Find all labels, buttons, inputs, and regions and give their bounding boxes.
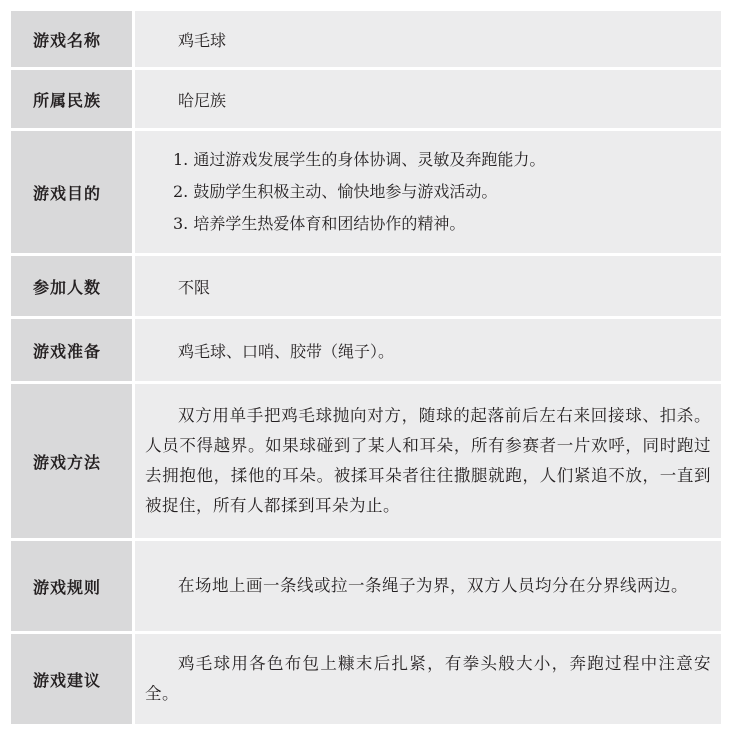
row-value-participants: 不限 — [135, 256, 721, 316]
row-value-suggestions: 鸡毛球用各色布包上糠末后扎紧，有拳头般大小，奔跑过程中注意安全。 — [135, 634, 721, 724]
row-value-rules: 在场地上画一条线或拉一条绳子为界，双方人员均分在分界线两边。 — [135, 541, 721, 631]
purpose-item: 3. 培养学生热爱体育和团结协作的精神。 — [173, 214, 466, 233]
row-value-game-name: 鸡毛球 — [135, 11, 721, 67]
row-label-participants: 参加人数 — [11, 256, 132, 316]
row-value-method: 双方用单手把鸡毛球抛向对方，随球的起落前后左右来回接球、扣杀。人员不得越界。如果球碰到了某人和耳朵，所有参赛者一片欢呼，同时跑过去拥抱他，揉他的耳朵。被揉耳朵者往往撒腿就跑，人们紧追不放，一直到被捉住，所有人都揉到耳朵为止。 — [135, 384, 721, 538]
row-value-preparation: 鸡毛球、口哨、胶带（绳子）。 — [135, 319, 721, 381]
game-info-table — [11, 11, 721, 724]
row-label-suggestions: 游戏建议 — [11, 634, 132, 724]
row-label-preparation: 游戏准备 — [11, 319, 132, 381]
purpose-item: 2. 鼓励学生积极主动、愉快地参与游戏活动。 — [173, 182, 498, 201]
row-value-ethnicity: 哈尼族 — [135, 70, 721, 128]
row-value-purpose — [135, 131, 721, 253]
row-label-rules: 游戏规则 — [11, 541, 132, 631]
row-label-ethnicity: 所属民族 — [11, 70, 132, 128]
row-label-method: 游戏方法 — [11, 384, 132, 538]
purpose-item: 1. 通过游戏发展学生的身体协调、灵敏及奔跑能力。 — [173, 150, 546, 169]
row-label-purpose: 游戏目的 — [11, 131, 132, 253]
row-label-game-name: 游戏名称 — [11, 11, 132, 67]
